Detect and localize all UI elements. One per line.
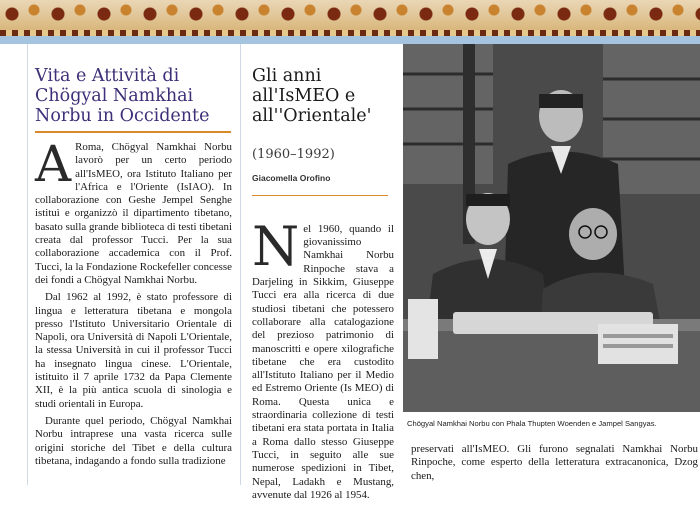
left-article-body: [35, 135, 232, 472]
paragraph: el 1960, quando il giovanissimo Namkhai Norbu Rinpoche stava a Darjeling in Sikkim, Giuseppe Tucci era alla ricerca di due studiosi tibetani che potessero collaborare alla catalogazione del prezioso patrimonio di manoscritti e opere xilografiche tibetane che era custodito all'Istituto Italiano per il Medio ed Estremo Oriente (Is MEO) di Roma. Questa unica e straordinaria collezione di testi tibetani era stata portata in Italia a Roma dallo stesso Giuseppe Tucci, in seguito alle sue numerose spedizioni in Tibet, Nepal, Ladakh e Mustang, avvenute dal 1926 al 1954.: [252, 222, 394, 501]
paragraph: Durante quel periodo, Chögyal Namkhai Norbu intraprese una vasta ricerca sulle origini storiche del Tibet e della cultura tibetana, indagando a fondo sulla tradizione: [35, 414, 232, 467]
right-article-continuation: preservati all'IsMEO. Gli furono segnalati Namkhai Norbu Rinpoche, come esperto della letteratura extracanonica, Dzog chen,: [411, 443, 698, 482]
middle-article-title: Gli anni all'IsMEO e all''Orientale': [252, 66, 372, 126]
paragraph: Dal 1962 al 1992, è stato professore di lingua e letteratura tibetana e mongola presso l'Istituto Universitario Orientale di Napoli, ora Università di Napoli L'Orientale, la stessa Università in cui il professor Tucci ha insegnato lingua cinese. L'Orientale, istituito il 7 aprile 1732 da Papa Clemente XII, è la più antica scuola di sinologia e studi orientali in Europa.: [35, 291, 232, 410]
middle-article-body: [252, 212, 394, 513]
photo-caption: Chögyal Namkhai Norbu con Phala Thupten Woenden e Jampel Sangyas.: [403, 412, 700, 436]
year-range: (1960–1992): [252, 147, 335, 162]
decorative-pattern: [0, 0, 700, 30]
author-rule: [252, 195, 388, 196]
title-rule: [35, 131, 231, 133]
dropcap: A: [35, 135, 72, 193]
author-name: Giacomella Orofino: [252, 173, 331, 183]
decorative-strip: [0, 30, 700, 36]
historical-photo: [403, 44, 700, 412]
photo-illustration: [403, 44, 700, 412]
left-article-title: Vita e Attività di Chögyal Namkhai Norbu in Occidente: [35, 66, 210, 126]
dropcap: N: [252, 214, 300, 278]
header-banner: [0, 0, 700, 44]
paragraph: Roma, Chögyal Namkhai Norbu lavorò per un certo periodo all'IsMEO, ora Istituto Italiano per l'Africa e l'Oriente (IsIAO). In collaborazione con Geshe Jempel Senghe istituì e organizzò il dipartimento tibetano, basato sulla grande biblioteca di testi tibetani creata dal professor Tucci. Per la sua collaborazione accademica con il Prof. Tucci, la la Fondazione Rockefeller concesse dei fondi a Chögyal Namkhai Norbu.: [35, 141, 232, 286]
